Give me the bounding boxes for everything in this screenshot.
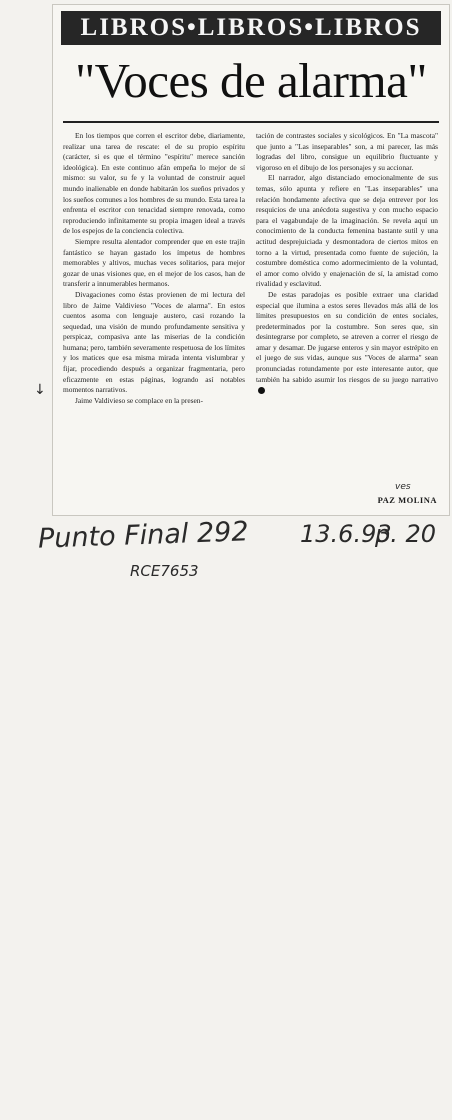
newspaper-clipping [52, 4, 450, 516]
handwritten-initials: ves [395, 482, 411, 492]
handwritten-page: p. 20 [375, 520, 437, 548]
left-column [63, 131, 245, 406]
section-title: LIBROS•LIBROS•LIBROS [80, 14, 422, 41]
paragraph-text: De estas paradojas es posible extraer una claridad especial que ilumina a estos seres llevados más allá de los límites presupuestos en su condición de entes sociales, predeterminados por la costumbre. Son seres que, sin desintegrarse por completo, se atreven a correr el riesgo de amar y desamar. De jugarse enteros y sin mayor estrépito en el juego de sus vidas, aunque sus "Voces de alarma" sean pronunciadas rotundamente por este interesante autor, que también ha sabido asumir los riesgos de su juego narrativo [256, 289, 438, 384]
paragraph: El narrador, algo distanciado emocionalmente de sus temas, sólo apunta y refiere en "Las inseparables" una relación hondamente afectiva que se deja entrever por los resquicios de una anécdota sugestiva y con mucho espacio para el vagabundaje de la imaginación. Se revela aquí un conocimiento de la conducta femenina bastante sutil y una actitud desprejuiciada y desmontadora de ciertos mitos en torno a la virtud, presentada como fuente de sujeción, la costumbre doméstica como adormecimiento de la voluntad, el amor como olvido y enajenación de sí, la amistad como rivalidad y esclavitud. [256, 173, 438, 289]
handwritten-date: 13.6.93 [300, 520, 392, 548]
paragraph: En los tiempos que corren el escritor debe, diariamente, realizar una tarea de rescate: el de su propio espíritu (carácter, si es que el término "espíritu" merece sanción ideológica). En este continuo afán empeña lo mejor de sí mismo: su valor, su fe y la voluntad de construir aquel mundo inalienable en donde habitarán los sueños privados y los sueños comunes a los hombres de su mundo. Esta tarea la enfrenta el escritor con tenacidad siempre renovada, como reproduciendo infinitamente su propia imagen ideal a través de los espejos de la conciencia colectiva. [63, 131, 245, 236]
paragraph: Divagaciones como éstas provienen de mi lectura del libro de Jaime Valdivieso "Voces de alarma". En estos cuentos asoma con lenguaje austero, casi rozando la sequedad, una visión de mundo profundamente sensitiva y perspicaz, compasiva ante las miserias de la condición humana; pero, también severamente respetuosa de los límites y los matices que esa misma mirada intenta vislumbrar y fijar, procediendo después a organizar fragmentaria, pero eficazmente en estas páginas, logrando así notables momentos narrativos. [63, 289, 245, 395]
handwritten-source: Punto Final 292 [37, 516, 249, 555]
divider [63, 121, 439, 123]
author-byline: PAZ MOLINA [377, 495, 437, 505]
paragraph: tación de contrastes sociales y sicológicos. En "La mascota" que junto a "Las inseparables" son, a mi parecer, las más logradas del libro, consigue un equilibrio fluctuante y vigoroso en el dibujo de los personajes y su accionar. [256, 131, 438, 172]
right-column [256, 131, 438, 396]
end-bullet-icon [258, 387, 265, 394]
section-banner [61, 11, 441, 45]
paragraph [256, 290, 438, 396]
paragraph: Siempre resulta alentador comprender que en este trajín fantástico se hayan gastado los ímpetus de hombres memorables y altivos, muchas veces solitarios, para mejor gozar de unas visiones que, en el mejor de los casos, han de transferir a innumerables hermanos. [63, 236, 245, 289]
article-headline: "Voces de alarma" [75, 53, 427, 108]
handwritten-arrow: ↓ [34, 382, 46, 398]
paragraph: Jaime Valdivieso se complace en la presen- [75, 395, 203, 405]
handwritten-reference: RCE7653 [130, 562, 199, 580]
